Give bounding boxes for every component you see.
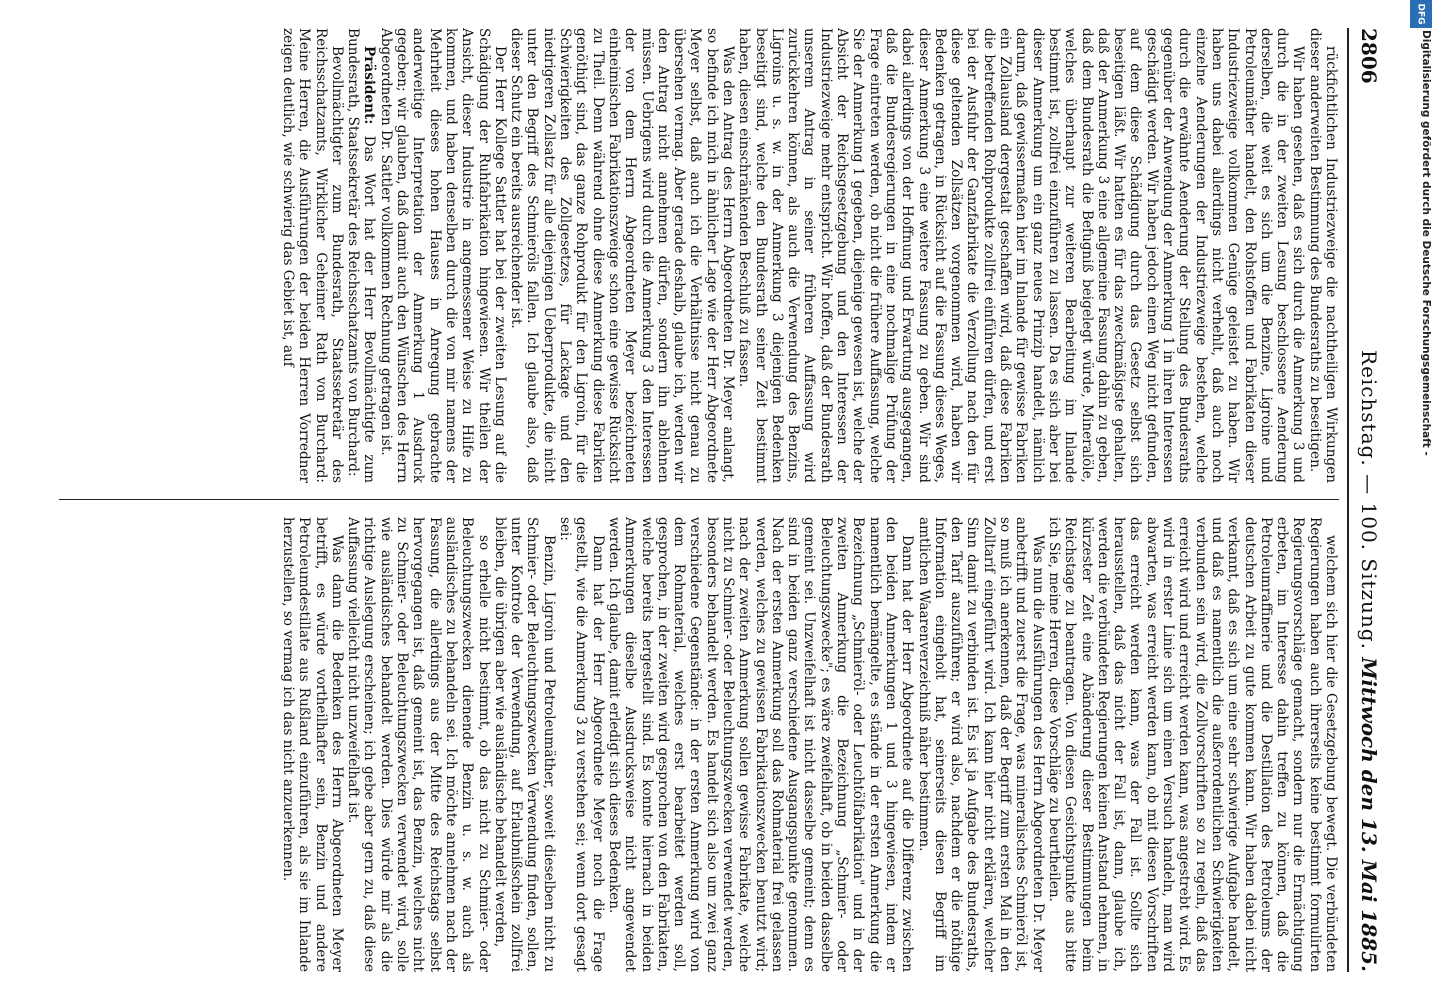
paragraph-text: Der Herr Kollege Sattler hat bei der zweiten Lesung auf die Schädigung der Ruhfabrikation hingewiesen. Wir theilen der Ansicht, dieser Industrie in angemessener Weise zu Hilfe zu kommen, und haben denselben durch die von mir namens der Mehrheit dieses hohen Hauses in Anregung gebrachte anderweitige Interpretation der Anmerkung 1 Ausdruck gegeben; wir glauben, daß damit auch den Wünschen des Herrn Abgeordneten Dr. Sattler vollkommen Rechnung getragen ist.	[377, 28, 508, 483]
paragraph-text: so erhelle nicht bestimmt, ob das nicht zu Schmier- oder Beleuchtungszwecken dienende Benzin u. s. w. auch als ausländisches zu behandeln sei. Ich möchte annehmen nach der Fassung, die allerdings aus der Mitte des Reichstags selbst hervorgegangen ist, daß gemeint ist, das Benzin, welches nicht zu Schmier- oder Beleuchtungszwecken verwendet wird, solle wie ausländisches behandelt werden. Dies würde mir als die richtige Auslegung erscheinen; ich gebe aber gern zu, daß diese Auffassung vielleicht nicht unzweifelhaft ist.	[345, 517, 492, 972]
paragraph	[508, 28, 736, 483]
digitization-strip	[1410, 0, 1432, 1000]
text-column-right	[59, 517, 1339, 972]
session-date: Mittwoch den 13. Mai 1885.	[1357, 657, 1381, 972]
paragraph-text: Wir haben gesehen, daß es sich durch die Anmerkung 3 und durch die in der zweiten Lesung beschlossene Aenderung derselben, die weit es sich um die Benzine, Ligroine und Petroleumäther handelt, den Rohstoffen und Fabrikaten dieser Industriezweige vollkommen Genüge geleistet zu haben. Wir haben uns dabei allerdings nicht verhehlt, daß auch noch einzelne Aenderungen der Industriezweige bestehen, welche durch die erwähnte Aenderung der Stellung des Bundesraths gegenüber der Anwendung der Anmerkung 1 in ihren Interessen geschädigt werden. Wir haben jedoch einen Weg nicht gefunden, auf dem diese Schädigung durch das Gesetz selbst sich beseitigen läßt. Wir hatten es für das zweckmäßigste gehalten, daß der Anmerkung 3 eine allgemeine Fassung dahin zu geben, daß dem Bundesrath die Befugniß beigelegt würde, Mineralöle, welches überhaupt zur weiteren Bearbeitung im Inlande bestimmt ist, zollfrei einzuführen zu lassen. Da es sich aber bei dieser Anmerkung um ein ganz neues Prinzip handelt, nämlich darum, daß gewissermaßen hier im Inlande für gewisse Fabriken ein Zollausland dergestalt geschaffen wird, daß diese Fabriken die betreffenden Rohprodukte zollfrei einführen dürfen, und erst bei der Ausfuhr der Ganzfabrikate die Verzollung nach den für diese geltenden Zollsätzen vorgenommen wird, haben wir Bedenken getragen, in Rücksicht auf die Fassung dieses Weges, dieser Anmerkung 3 eine weitere Fassung zu geben. Wir sind dabei allerdings von der Hoffnung und Erwartung ausgegangen, daß die Bundesregierungen in eine nochmalige Prüfung der Frage eintreten werden, ob nicht die frühere Auffassung, welche Sie der Anmerkung 1 gegeben, diejenige gewesen ist, welche der Absicht der Reichsgesetzgebung und den Interessen der Industriezweige mehr entspricht. Wir hoffen, daß der Bundesrath unserem Antrag in seiner früheren Auffassung wird zurückkehren können, als auch die Verwendung des Benzins, Ligroins u. s. w. in der Anmerkung 3 diejenigen Bedenken beseitigt sind, welche den Bundesrath seiner Zeit bestimmt haben, diesen einschränkenden Beschluß zu fassen.	[736, 28, 1307, 483]
paragraph-text: Bevollmächtigter zum Bundesrath, Staatssekretär des Reichsschatzamts, Wirklicher Geheimer Rath von Burchard: Meine Herren, die Ausführungen der beiden Herren Vorredner zeigen deutlich, wie schwierig das Gebiet ist, auf	[280, 28, 345, 483]
paragraph-text: Benzin, Ligroin und Petroleumäther, soweit dieselben nicht zu Schmier- oder Beleuchtungszwecken Verwendung finden, sollen, unter Kontrole der Verwendung, auf Erlaubnißschein zollfrei bleiben, die übrigen aber wie ausländische behandelt werden,	[491, 517, 557, 972]
speaker-label: Präsident:	[361, 46, 378, 125]
column-divider	[59, 499, 1339, 500]
paragraph-text: welchem sich hier die Gesetzgebung bewegt. Die verbündeten Regierungen haben auch ihrerseits keine bestimmt formulirten Regierungsvorschläge gemacht, sondern nur die Ermächtigung erbeten, im Interesse dahin treffen zu können, daß die Petroleumraffinerie und die Destillation des Petroleums der deutschen Arbeit zu gute kommen kann. Wir haben dabei nicht verkannt, daß es sich um eine sehr schwierige Aufgabe handelt, und daß es namentlich die außerordentlichen Schwierigkeiten verbunden sein wird, die Zollvorschriften so zu regeln, daß das erreicht wird und erreicht werden kann, was angestrebt wird. Es wird in erster Linie sich um einen Versuch handeln, man wird abwarten, was erreicht werden kann, ob mit diesen Vorschriften das erreicht werden kann, was der Fall ist. Sollte sich herausstellen, daß das nicht der Fall ist, dann, glaube ich, werden die verbündeten Regierungen keinen Anstand nehmen, in kürzester Zeit eine Abänderung dieser Bestimmungen beim Reichstage zu beantragen. Von diesen Gesichtspunkte aus bitte ich Sie, meine Herren, diese Vorschläge zu beurtheilen.	[1045, 517, 1339, 972]
paragraph	[915, 517, 1045, 972]
digitization-notice: Digitalisierung gefördert durch die Deutsche Forschungsgemeinschaft -	[1420, 30, 1432, 456]
scanned-page	[25, 0, 1405, 1000]
paragraph-text: Dann hat der Herr Abgeordnete Meyer noch die Frage gestellt, wie die Anmerkung 3 zu verstehen sei; wenn dort gesagt sei:	[557, 517, 606, 972]
page-header	[1349, 28, 1385, 972]
paragraph	[1046, 517, 1339, 972]
paragraph-text: Dann hat der Herr Abgeordnete auf die Differenz zwischen den beiden Anmerkungen 1 und 3 hingewiesen, indem er namentlich bemängelte, es stände in der ersten Anmerkung die Bezeichnung „Schmieröl- oder Leuchtölfabrikation" und in der zweiten Anmerkung die Bezeichnung „Schmier- oder Beleuchtungszwecke"; es wäre zweifelhaft, ob in beiden dasselbe gemeint sei. Unzweifelhaft ist nicht dasselbe gemeint; denn es sind in beiden ganz verschiedene Ausgangspunkte genommen. Nach der ersten Anmerkung soll das Rohmaterial frei gelassen werden, welches zu gewissen Fabrikationszwecken benutzt wird; nach der zweiten Anmerkung sollen gewisse Fabrikate, welche nicht zu Schmier- oder Beleuchtungszwecken verwendet werden, besonders behandelt werden. Es handelt sich also um zwei ganz verschiedene Gegenstände: in der ersten Anmerkung wird von dem Rohmaterial, welches erst bearbeitet werden soll, gesprochen, in der zweiten wird gesprochen von den Fabrikaten, welche bereits hergestellt sind. Es konnte hiernach in beiden Anmerkungen dieselbe Ausdrucksweise nicht angewendet werden. Ich glaube, damit erledigt sich dieses Bedenken.	[605, 517, 916, 972]
paragraph	[377, 28, 507, 483]
paragraph	[492, 517, 557, 972]
paragraph	[736, 28, 1306, 483]
paragraph-text: rückfichtlichen Industriezweige die nachtheiligen Wirkungen dieser anderweiten Bestimmung des Bundesraths zu beseitigen.	[1306, 28, 1339, 483]
header-rule	[1347, 28, 1349, 972]
paragraph	[606, 517, 916, 972]
paragraph	[345, 517, 492, 972]
paragraph	[557, 517, 606, 972]
paragraph	[1306, 28, 1339, 483]
paragraph	[345, 28, 378, 483]
paragraph-text: Was nun die Ausführungen des Herrn Abgeordneten Dr. Meyer anbetrifft und zuerst die Frage, was mineralisches Schmieröl ist, so muß ich anerkennen, daß der Begriff zum ersten Mal in den Zolltarif eingeführt wird. Ich kann hier nicht erklären, welcher Sinn damit zu verbinden ist. Es ist ja Aufgabe des Bundesraths, den Tarif auszuführen; er wird also, nachdem er die nöthige Information eingeholt hat, seinerseits diesen Begriff im amtlichen Waarenverzeichniß näher bestimmen.	[915, 517, 1046, 972]
running-title: Reichstag. — 100. Sitzung.	[1357, 350, 1381, 650]
text-column-left	[59, 28, 1339, 483]
paragraph	[280, 517, 345, 972]
paragraph	[280, 28, 345, 483]
paragraph-text: Was den Antrag des Herrn Abgeordneten Dr. Meyer anlangt, so befinde ich mich in ähnlicher Lage wie der Herr Abgeordnete Meyer selbst, daß auch ich die Verhältnisse nicht genau zu übersehen vermag. Aber gerade deshalb, glaube ich, werden wir den Antrag nicht annehmen dürfen, sondern ihn ablehnen müssen. Uebrigens wird durch die Anmerkung 3 den Interessen der von dem Herrn Abgeordneten Meyer bezeichneten einheimischen Fabrikationszweige schon eine gewisse Rücksicht zu Theil. Denn während ohne diese Anmerkung diese Fabriken genöthigt sind, das ganze Rohprodukt für den Ligroin, für die Schwierigkeiten des Zollgesetzes, für Lackage und den niedrigeren Zollsatz für alle diejenigen Ueberprodukte, die nicht unter den Begriff des Schmieröls fallen. Ich glaube also, daß dieser Schutz ein bereits ausreichender ist.	[508, 28, 737, 483]
paragraph-text: Was dann die Bedenken des Herrn Abgeordneten Meyer betrifft, es würde vortheilhafter sein, Benzin und andere Petroleumdestillate aus Rußland einzuführen, als sie im Inlande herzustellen, so vermag ich das nicht anzuerkennen.	[280, 517, 345, 972]
paragraph-text: Das Wort hat der Herr Bevollmächtigte zum Bundesrath, Staatssekretär des Reichsschatzamts von Burchard:	[345, 28, 378, 483]
page-number: 2806	[1357, 28, 1381, 84]
dfg-logo: DFG	[1410, 0, 1432, 28]
